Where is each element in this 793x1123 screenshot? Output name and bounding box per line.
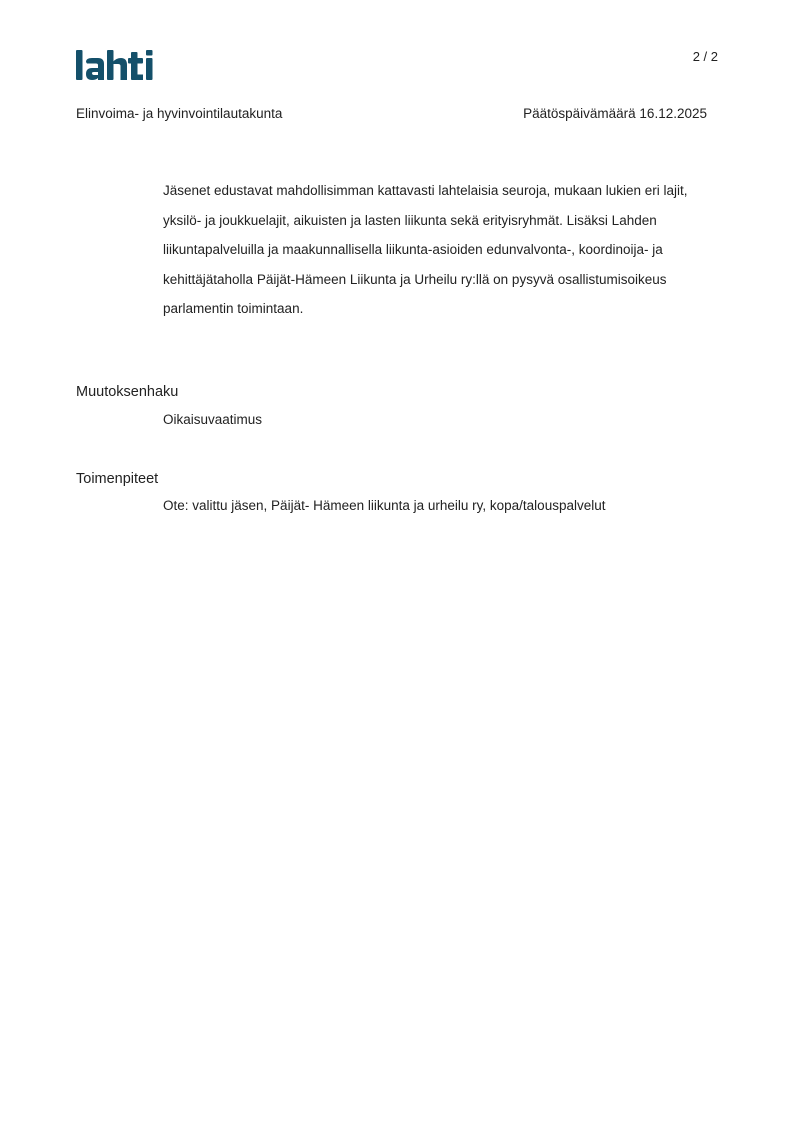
lahti-logo <box>76 48 168 82</box>
committee-name: Elinvoima- ja hyvinvointilautakunta <box>76 106 283 121</box>
actions-heading: Toimenpiteet <box>76 471 159 487</box>
appeal-value: Oikaisuvaatimus <box>163 412 263 427</box>
body-paragraph: Jäsenet edustavat mahdollisimman kattavasti lahtelaisia seuroja, mukaan lukien eri lajit, yksilö- ja joukkuelajit, aikuisten ja lasten liikunta sekä erityisryhmät. Lisäksi Lahden liikuntapalveluilla ja maakunnallisella liikunta-asioiden edunvalvonta-, koordinoija- ja kehittäjätaholla Päijät-Hämeen Liikunta ja Urheilu ry:llä on pysyvä osallistumisoikeus parlamentin toimintaan. <box>163 183 688 317</box>
actions-value: Ote: valittu jäsen, Päijät- Hämeen liikunta ja urheilu ry, kopa/talouspalvelut <box>163 498 606 513</box>
appeal-heading: Muutoksenhaku <box>76 384 179 400</box>
page-number: 2 / 2 <box>692 49 718 64</box>
decision-date: Päätöspäivämäärä 16.12.2025 <box>523 106 707 121</box>
